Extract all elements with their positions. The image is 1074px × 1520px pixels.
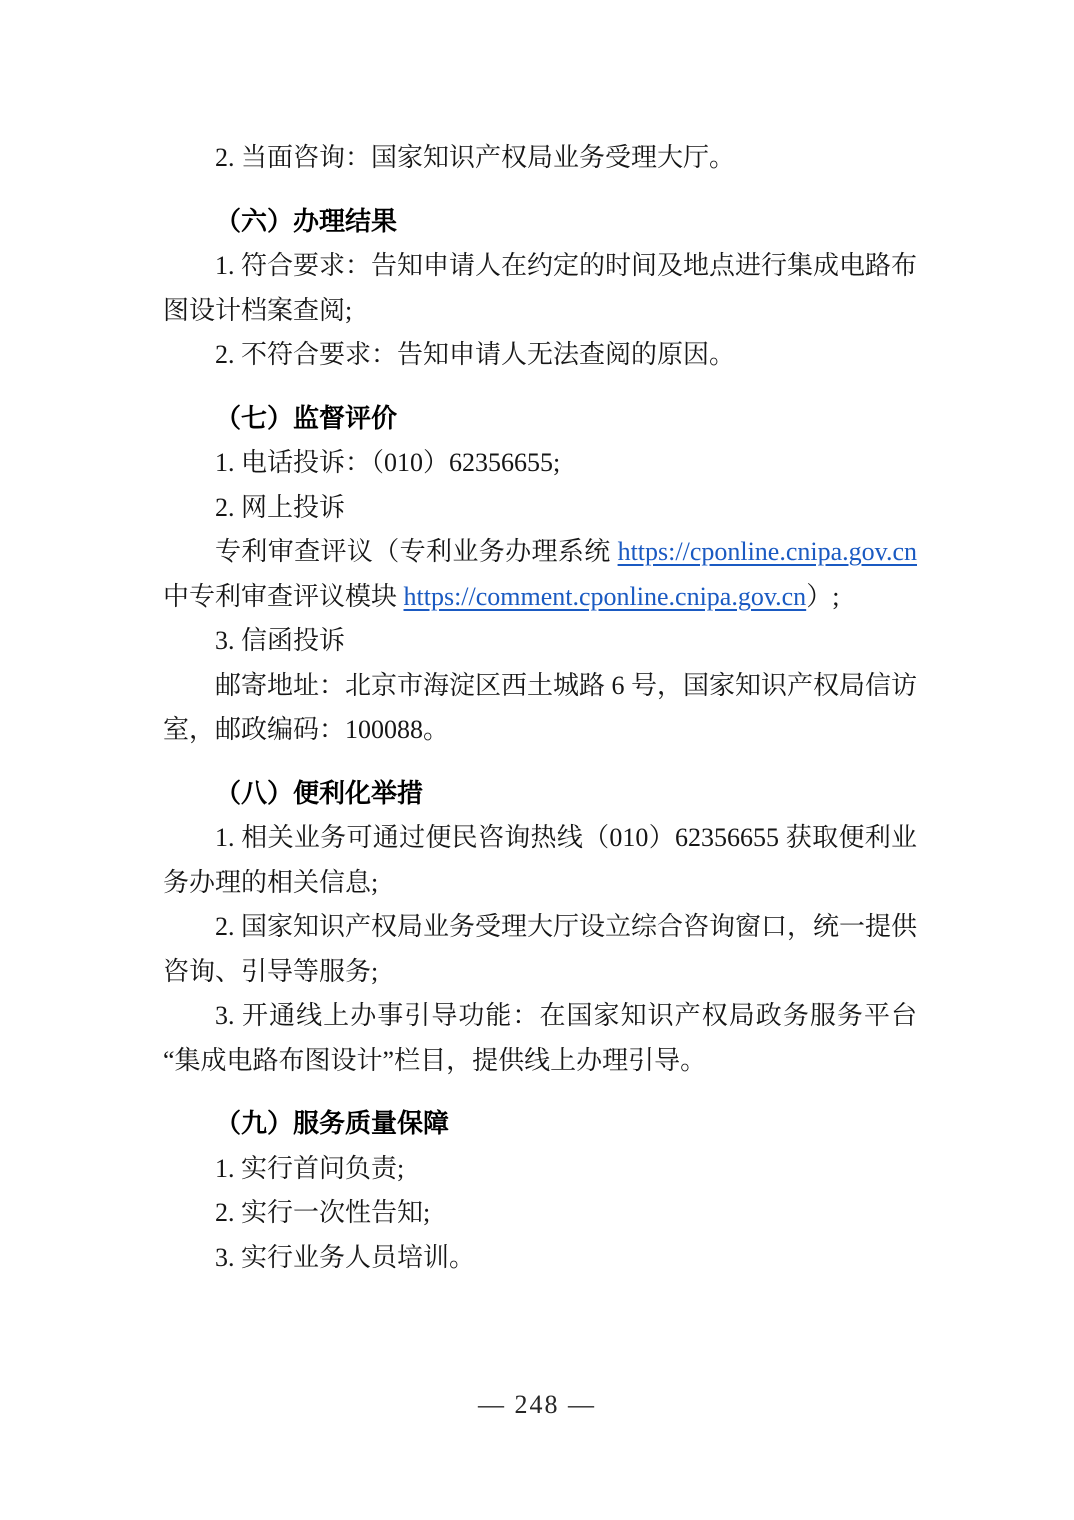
paragraph: 1. 相关业务可通过便民咨询热线（010）62356655 获取便利业务办理的相关信息; (163, 823, 917, 897)
paragraph: 1. 电话投诉：（010）62356655; (215, 448, 561, 477)
paragraph: 3. 开通线上办事引导功能：在国家知识产权局政务服务平台“集成电路布图设计”栏目，提供线上办理引导。 (163, 1001, 917, 1075)
page-number: — 248 — (478, 1390, 596, 1419)
paragraph: 1. 符合要求：告知申请人在约定的时间及地点进行集成电路布图设计档案查阅; (163, 251, 918, 325)
hyperlink[interactable]: https://cponline.cnipa.gov.cn (617, 537, 917, 566)
paragraph: 邮寄地址：北京市海淀区西土城路 6 号，国家知识产权局信访室，邮政编码：100088。 (163, 670, 918, 744)
paragraph: 2. 不符合要求：告知申请人无法查阅的原因。 (215, 340, 736, 369)
paragraph: 2. 当面咨询：国家知识产权局业务受理大厅。 (215, 143, 736, 172)
hyperlink[interactable]: https://comment.cponline.cnipa.gov.cn (403, 581, 807, 611)
section-heading: （九）服务质量保障 (215, 1109, 450, 1138)
section-heading: （八）便利化举措 (215, 778, 424, 808)
paragraph: 3. 信函投诉 (215, 626, 346, 655)
paragraph: 1. 实行首问负责; (215, 1153, 405, 1183)
paragraph: 2. 实行一次性告知; (215, 1198, 431, 1227)
section-heading: （七）监督评价 (215, 403, 398, 433)
paragraph (163, 530, 917, 619)
section-heading: （六）办理结果 (215, 206, 398, 236)
text-run: 中专利审查评议模块 (163, 581, 404, 611)
document-body (163, 136, 917, 1280)
text-run: ）; (806, 581, 840, 611)
paragraph: 2. 网上投诉 (215, 492, 346, 522)
paragraph: 3. 实行业务人员培训。 (215, 1242, 476, 1272)
text-run: 专利审查评议（专利业务办理系统 (215, 537, 618, 566)
paragraph: 2. 国家知识产权局业务受理大厅设立综合咨询窗口，统一提供咨询、引导等服务; (163, 912, 918, 986)
